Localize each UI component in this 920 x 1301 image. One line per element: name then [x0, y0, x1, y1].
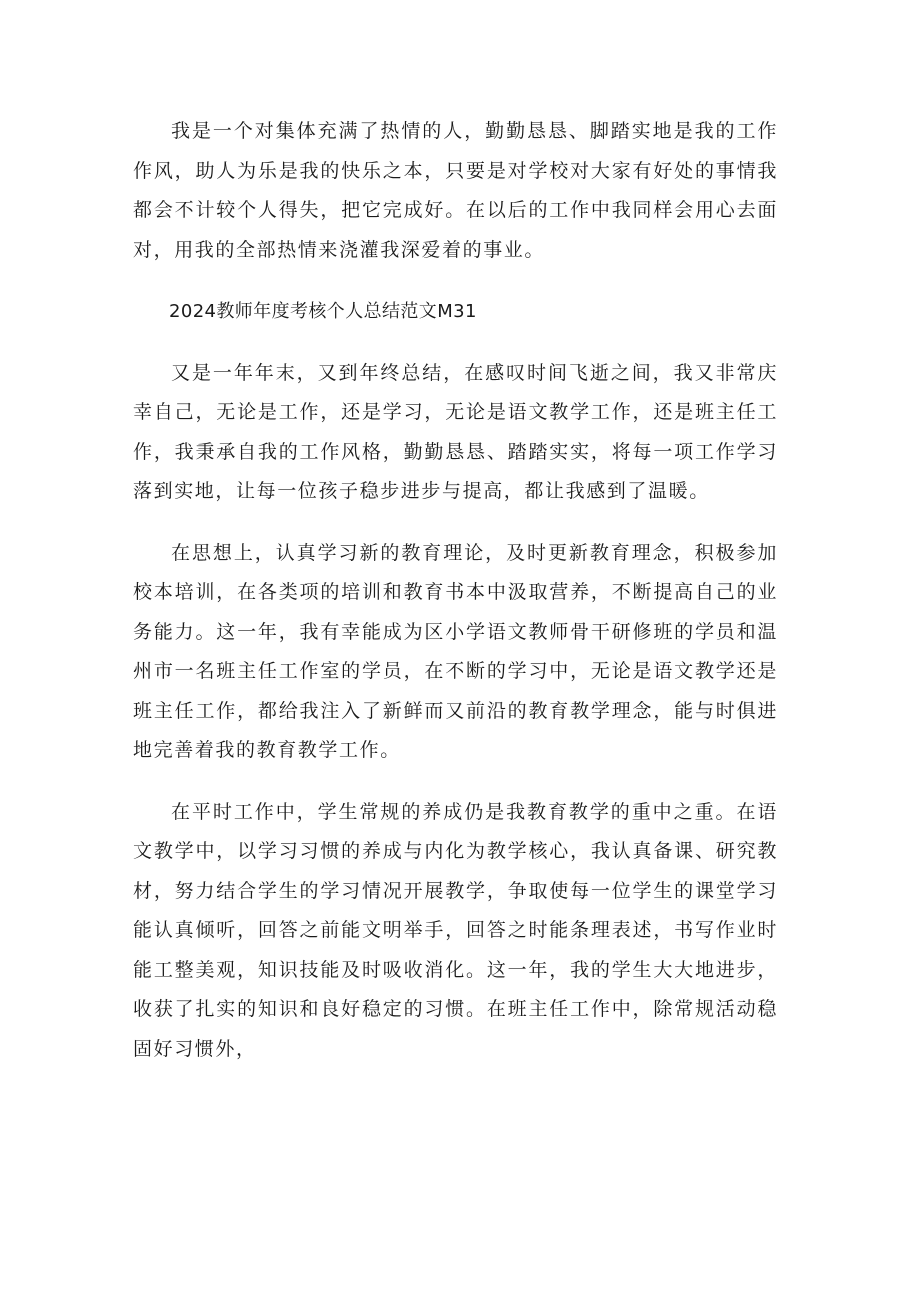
paragraph-work: 在平时工作中，学生常规的养成仍是我教育教学的重中之重。在语文教学中，以学习习惯的养成与内化为教学核心，我认真备课、研究教材，努力结合学生的学习情况开展教学，争取使每一位学生的课堂学习能认真倾听，回答之前能文明举手，回答之时能条理表述，书写作业时能工整美观，知识技能及时吸收消化。这一年，我的学生大大地进步，收获了扎实的知识和良好稳定的习惯。在班主任工作中，除常规活动稳固好习惯外，: [133, 800, 778, 1060]
paragraph-gap: [133, 771, 778, 793]
paragraph-gap: [133, 512, 778, 534]
paragraph-thought: 在思想上，认真学习新的教育理论，及时更新教育理念，积极参加校本培训，在各类项的培训和教育书本中汲取营养，不断提高自己的业务能力。这一年，我有幸能成为区小学语文教师骨干研修班的学员和温州市一名班主任工作室的学员，在不断的学习中，无论是语文教学还是班主任工作，都给我注入了新鲜而又前沿的教育教学理念，能与时俱进地完善着我的教育教学工作。: [133, 541, 778, 761]
paragraph-closing: 我是一个对集体充满了热情的人，勤勤恳恳、脚踏实地是我的工作作风，助人为乐是我的快乐之本，只要是对学校对大家有好处的事情我都会不计较个人得失，把它完成好。在以后的工作中我同样会用心去面对，用我的全部热情来浇灌我深爱着的事业。: [133, 120, 778, 261]
document-page: [133, 112, 778, 1069]
section-heading: 2024教师年度考核个人总结范文M31: [169, 301, 477, 322]
paragraph-gap: [133, 332, 778, 354]
paragraph-intro: 又是一年年末，又到年终总结，在感叹时间飞逝之间，我又非常庆幸自己，无论是工作，还是学习，无论是语文教学工作，还是班主任工作，我秉承自我的工作风格，勤勤恳恳、踏踏实实，将每一项工作学习落到实地，让每一位孩子稳步进步与提高，都让我感到了温暖。: [133, 361, 778, 502]
paragraph-gap: [133, 270, 778, 292]
